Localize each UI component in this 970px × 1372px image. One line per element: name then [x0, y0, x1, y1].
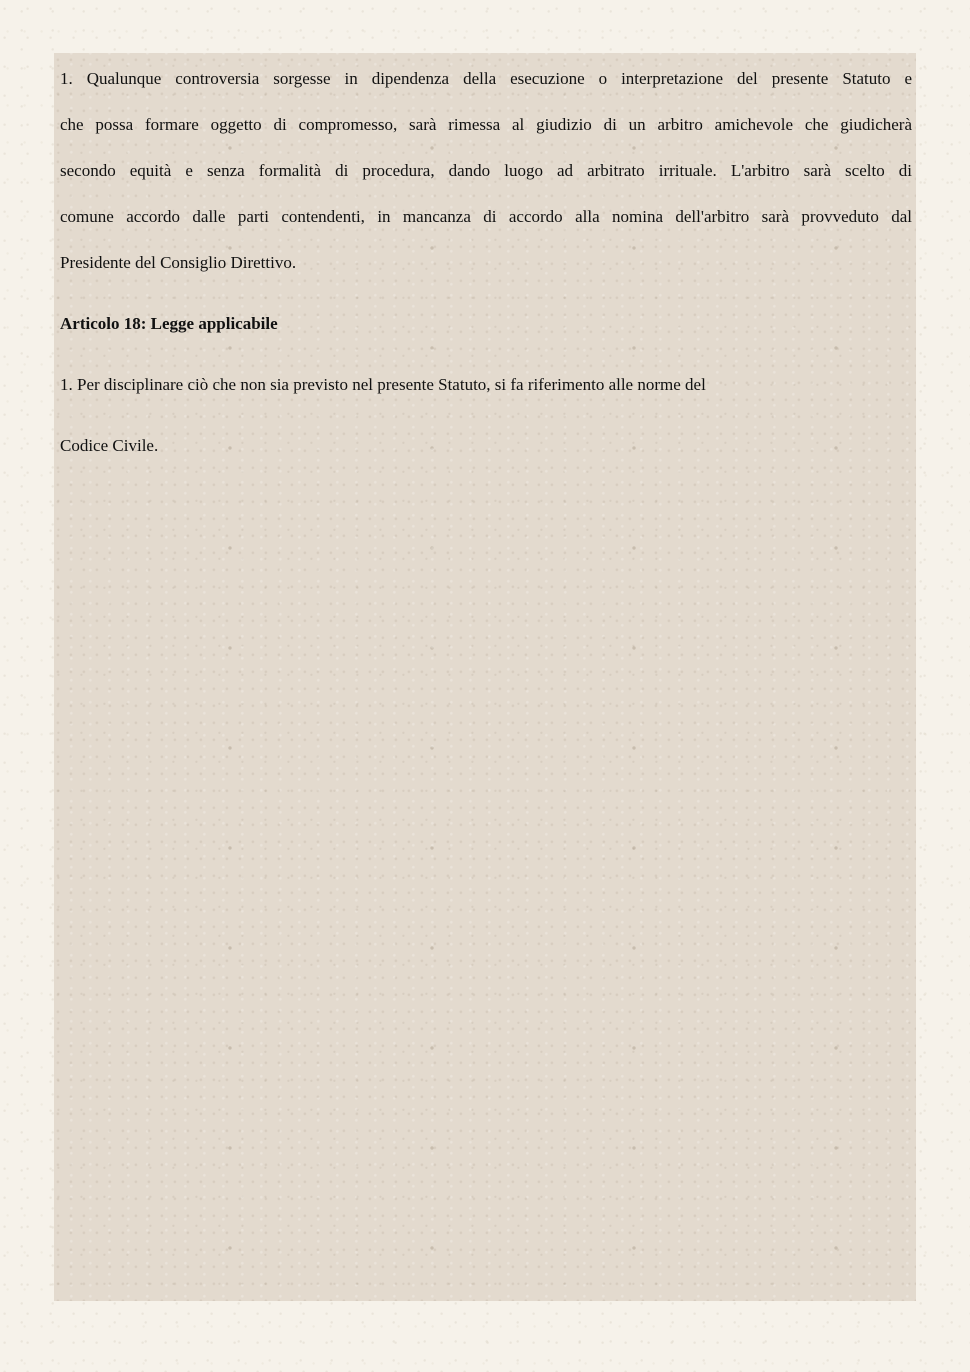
article-18-paragraph-2: Codice Civile. — [60, 436, 159, 455]
document-page — [54, 53, 916, 1301]
article-18-paragraph-1: 1. Per disciplinare ciò che non sia previsto nel presente Statuto, si fa riferimento alle norme del — [60, 375, 706, 394]
paragraph-line: comune accordo dalle parti contendenti, in mancanza di accordo alla nomina dell'arbitro sarà provveduto dal — [60, 207, 912, 226]
paragraph-line: 1. Qualunque controversia sorgesse in dipendenza della esecuzione o interpretazione del presente Statuto e — [60, 69, 912, 88]
paragraph-line: secondo equità e senza formalità di procedura, dando luogo ad arbitrato irrituale. L'arbitro sarà scelto di — [60, 161, 912, 180]
article-17-paragraph-1 — [60, 53, 912, 286]
paragraph-line: Presidente del Consiglio Direttivo. — [60, 253, 297, 272]
paragraph-line: che possa formare oggetto di compromesso, sarà rimessa al giudizio di un arbitro amichevole che giudicherà — [60, 115, 912, 134]
article-18-heading: Articolo 18: Legge applicabile — [60, 314, 278, 333]
document-content — [60, 53, 912, 469]
